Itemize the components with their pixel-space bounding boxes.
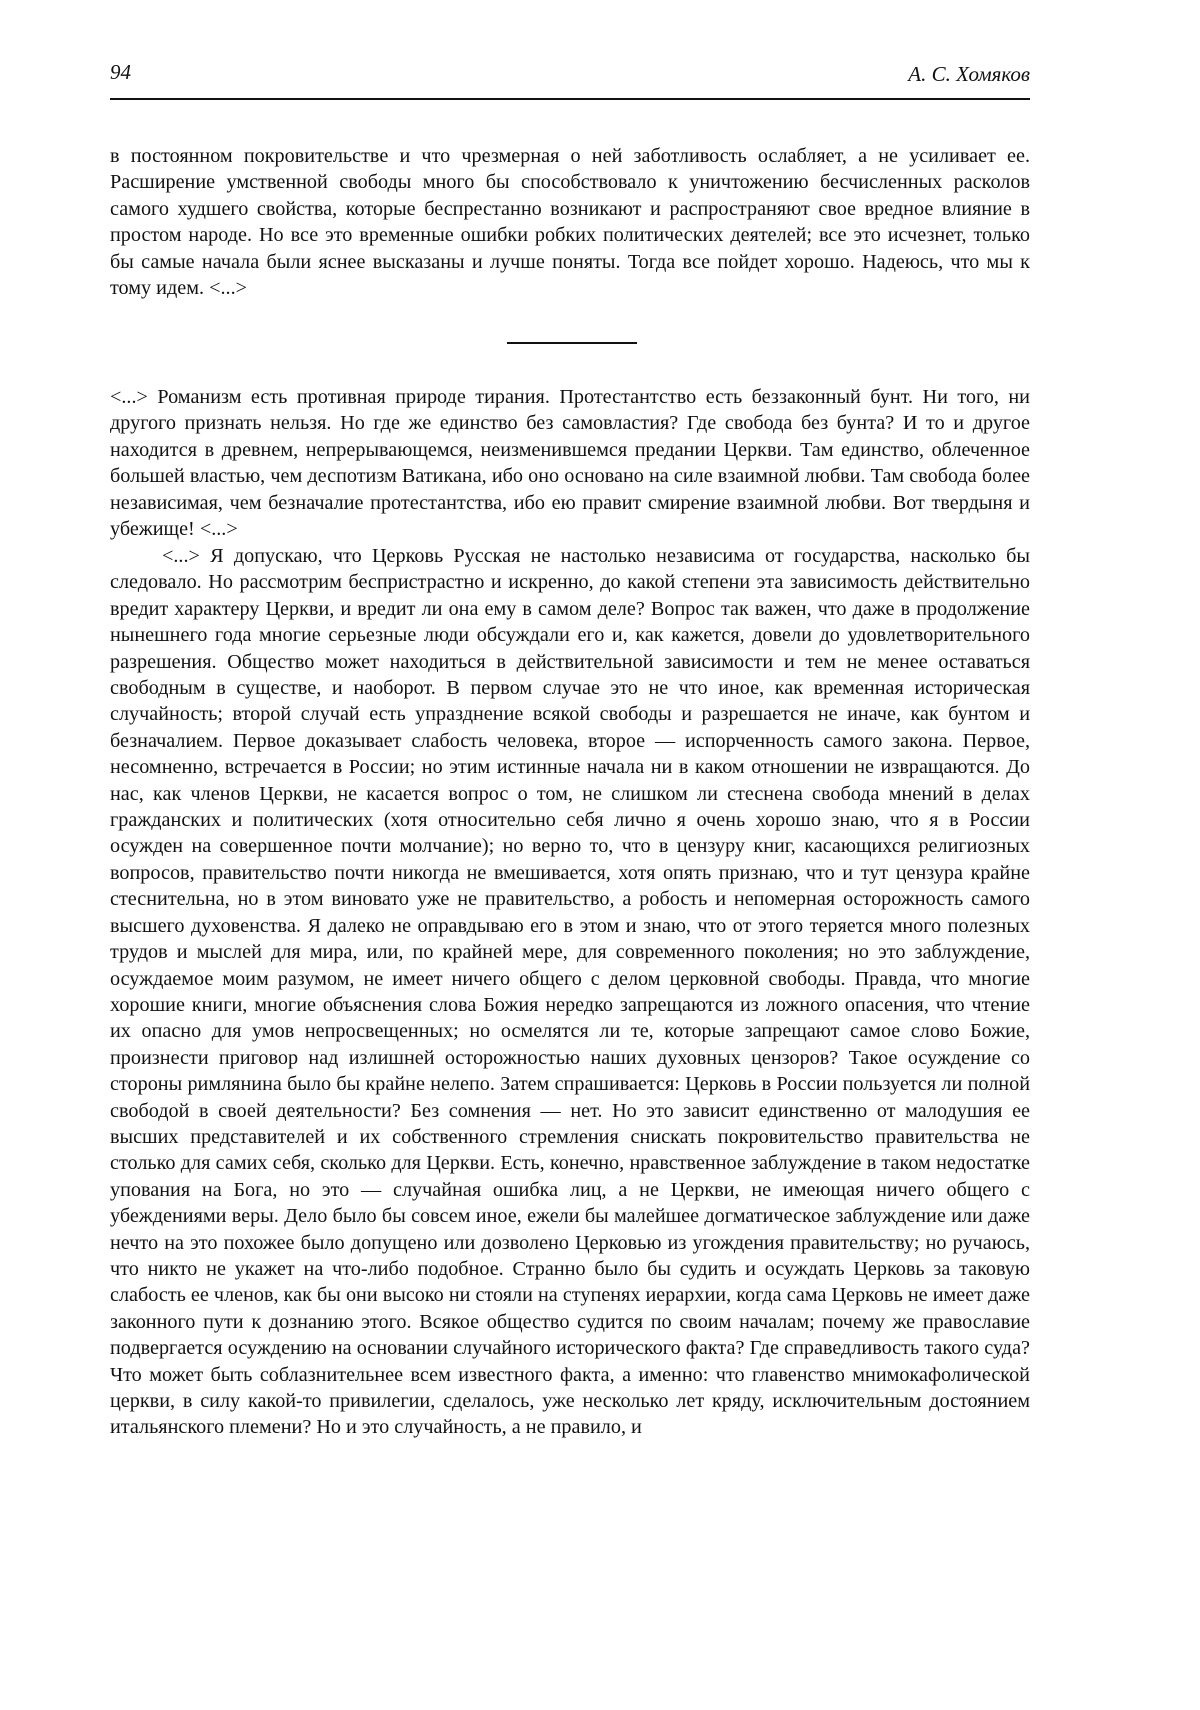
section-divider <box>507 342 637 344</box>
book-page <box>110 0 1030 1710</box>
running-header <box>110 58 1030 100</box>
paragraph: <...> Я допускаю, что Церковь Русская не настолько независима от государства, насколько бы следовало. Но рассмотрим беспристрастно и искренно, до какой степени эта зависимость действительно вредит характеру Церкви, и вредит ли она ему в самом деле? Вопрос так важен, что даже в продолжение нынешнего года многие серьезные люди обсуждали его и, как кажется, довели до удовлетворительного разрешения. Общество может находиться в действительной зависимости и тем не менее оставаться свободным в существе, и наоборот. В первом случае это не что иное, как временная историческая случайность; второй случай есть упразднение всякой свободы и разрешается не иначе, как бунтом и безначалием. Первое доказывает слабость человека, второе — испорченность самого закона. Первое, несомненно, встречается в России; но этим истинные начала ни в каком отношении не извращаются. До нас, как членов Церкви, не касается вопрос о том, не слишком ли стеснена свобода мнений в делах гражданских и политических (хотя относительно себя лично я очень хорошо знаю, что я в России осужден на совершенное почти молчание); но верно то, что в цензуру книг, касающихся религиозных вопросов, правительство почти никогда не вмешивается, хотя опять признаю, что и тут цензура крайне стеснительна, но в этом виновато уже не правительство, а робость и непомерная осторожность самого высшего духовенства. Я далеко не оправдываю его в этом и знаю, что от этого теряется много полезных трудов и мыслей для мира, или, по крайней мере, для современного поколения; но это заблуждение, осуждаемое моим разумом, не имеет ничего общего с делом церковной свободы. Правда, что многие хорошие книги, многие объяснения слова Божия нередко запрещаются из ложного опасения, что чтение их опасно для умов непросвещенных; но осмелятся ли те, которые запрещают самое слово Божие, произнести приговор над излишней осторожностью наших духовных цензоров? Такое осуждение со стороны римлянина было бы крайне нелепо. Затем спрашивается: Церковь в России пользуется ли полной свободой в своей деятельности? Без сомнения — нет. Но это зависит единственно от малодушия ее высших представителей и их собственного стремления снискать покровительство правительства не столько для самих себя, сколько для Церкви. Есть, конечно, нравственное заблуждение в таком недостатке упования на Бога, но это — случайная ошибка лиц, а не Церкви, не имеющая ничего общего с убеждениями веры. Дело было бы совсем иное, ежели бы малейшее догматическое заблуждение или даже нечто на это похожее было допущено или дозволено Церковью из угождения правительству; но ручаюсь, что никто не укажет на что-либо подобное. Странно было бы судить и осуждать Церковь за таковую слабость ее членов, как бы они высоко ни стояли на ступенях иерархии, когда сама Церковь не имеет даже законного пути к дознанию этого. Всякое общество судится по своим началам; почему же православие подвергается осуждению на основании случайного исторического факта? Где справедливость такого суда? Что может быть соблазнительнее всем известного факта, а именно: что главенство мнимокафолической церкви, в силу какой-то привилегии, сделалось, уже несколько лет кряду, исключительным достоянием итальянского племени? Но и это случайность, а не правило, и <box>110 545 1030 1439</box>
paragraph: в постоянном покровительстве и что чрезмерная о ней заботливость ослабляет, а не усиливает ее. Расширение умственной свободы много бы способствовало к уничтожению бесчисленных расколов самого худшего свойства, которые беспрестанно возникают и распространяют свое вредное влияние в простом народе. Но все это временные ошибки робких политических деятелей; все это исчезнет, только бы самые начала были яснее высказаны и лучше поняты. Тогда все пойдет хорошо. Надеюсь, что мы к тому идем. <...> <box>110 145 1030 300</box>
paragraph: <...> Романизм есть противная природе тирания. Протестантство есть беззаконный бунт. Ни того, ни другого признать нельзя. Но где же единство без самовластия? Где свобода без бунта? И то и другое находится в древнем, непрерывающемся, неизменившемся предании Церкви. Там единство, облеченное большей властью, чем деспотизм Ватикана, ибо оно основано на силе взаимной любви. Там свобода более независимая, чем безначалие протестантства, ибо ею правит смирение взаимной любви. Вот твердыня и убежище! <...> <box>110 386 1030 541</box>
running-head-author: А. С. Хомяков <box>908 62 1030 86</box>
page-number: 94 <box>110 60 131 84</box>
